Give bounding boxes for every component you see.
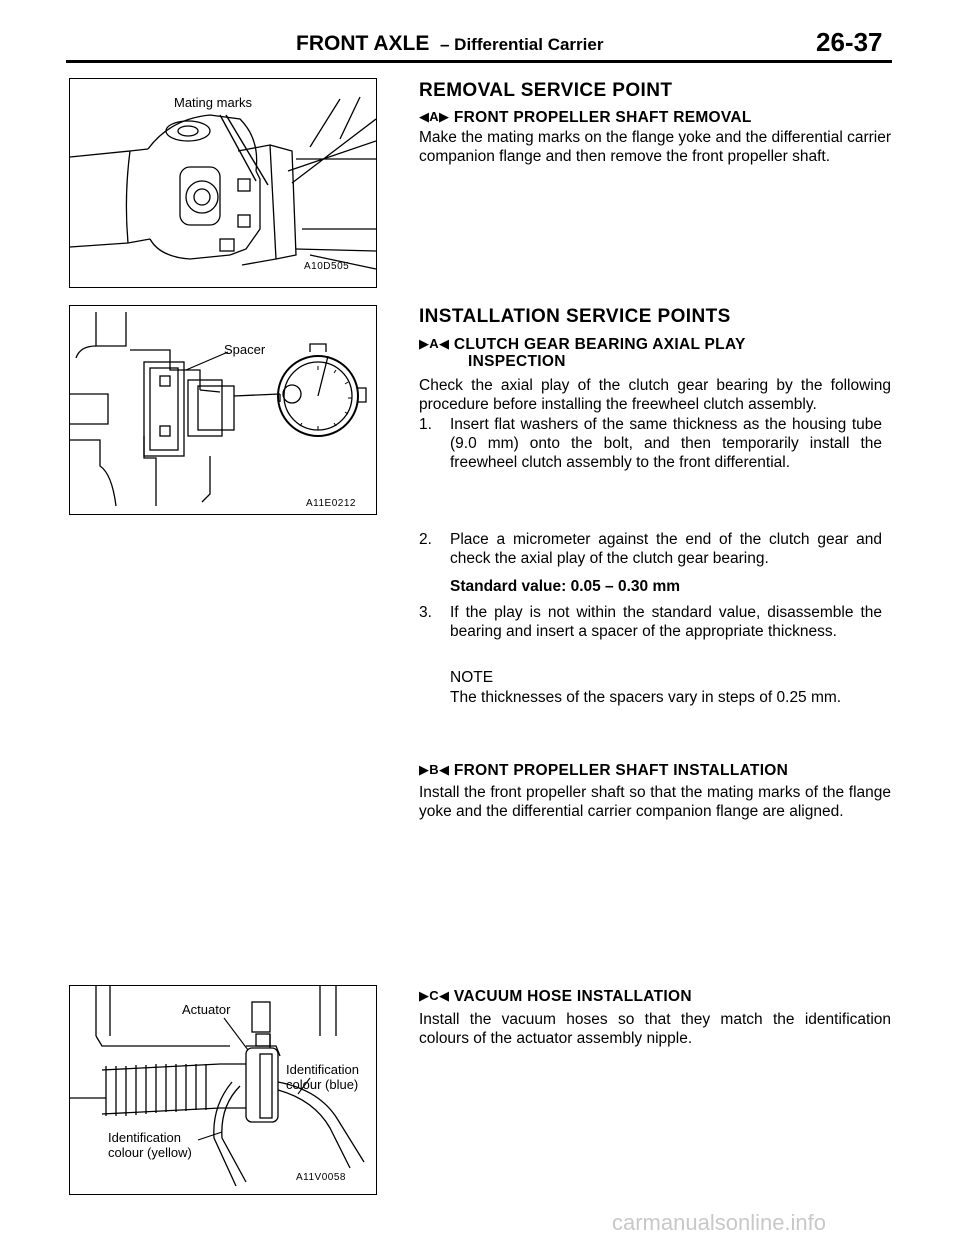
figure-mating-marks bbox=[69, 78, 377, 288]
label-actuator: Actuator bbox=[182, 1002, 231, 1017]
figure-spacer-dial-gauge bbox=[69, 305, 377, 515]
dial-gauge-illustration bbox=[70, 306, 376, 514]
paragraph-removal: Make the mating marks on the flange yoke and the differential carrier companion flange and then remove the front propeller shaft. bbox=[419, 129, 891, 165]
label-blue-line-2: colour (blue) bbox=[286, 1077, 359, 1092]
header-dash: – bbox=[439, 35, 450, 54]
subheading-text-line-2: INSPECTION bbox=[468, 353, 566, 370]
subheading-text: FRONT PROPELLER SHAFT REMOVAL bbox=[453, 109, 752, 126]
header-rule bbox=[66, 60, 892, 63]
note-text: The thicknesses of the spacers vary in steps of 0.25 mm. bbox=[450, 689, 842, 706]
figure-code: A10D505 bbox=[304, 261, 350, 272]
page-header-title bbox=[296, 32, 603, 56]
subheading-propeller-installation bbox=[419, 760, 788, 780]
standard-value: Standard value: 0.05 – 0.30 mm bbox=[450, 578, 681, 595]
label-mating-marks: Mating marks bbox=[174, 95, 253, 110]
step-2 bbox=[419, 530, 891, 568]
service-mark: ▶C◀ bbox=[419, 988, 450, 1003]
paragraph-propeller-installation: Install the front propeller shaft so that the mating marks of the flange yoke and the differential carrier companion flange are aligned. bbox=[419, 784, 891, 820]
label-blue-line-1: Identification bbox=[286, 1062, 359, 1077]
heading-removal-service-point: REMOVAL SERVICE POINT bbox=[419, 80, 673, 101]
service-mark: ◀A▶ bbox=[419, 109, 450, 124]
heading-installation-service-points: INSTALLATION SERVICE POINTS bbox=[419, 306, 731, 327]
subheading-text: FRONT PROPELLER SHAFT INSTALLATION bbox=[453, 762, 789, 779]
label-identification-yellow bbox=[108, 1130, 192, 1160]
step-text: Insert flat washers of the same thickness as the housing tube (9.0 mm) onto the bolt, and then temporarily install the freewheel clutch assembly to the front differential. bbox=[450, 416, 882, 471]
subheading-vacuum-hose-installation bbox=[419, 986, 692, 1006]
spacer-leader-line bbox=[186, 352, 228, 370]
step-1 bbox=[419, 415, 891, 472]
paragraph-vacuum-hose-installation: Install the vacuum hoses so that they match the identification colours of the actuator assembly nipple. bbox=[419, 1011, 891, 1047]
subheading-clutch-gear-bearing bbox=[419, 334, 746, 354]
watermark: carmanualsonline.info bbox=[612, 1210, 827, 1235]
header-section: FRONT AXLE bbox=[296, 32, 430, 55]
label-identification-blue bbox=[286, 1062, 359, 1092]
note-label: NOTE bbox=[450, 669, 494, 686]
subheading-propeller-removal bbox=[419, 107, 752, 127]
service-mark: ▶B◀ bbox=[419, 762, 450, 777]
step-number: 1. bbox=[419, 416, 432, 433]
label-spacer: Spacer bbox=[224, 342, 266, 357]
service-mark: ▶A◀ bbox=[419, 336, 450, 351]
step-number: 2. bbox=[419, 531, 432, 548]
label-yellow-line-2: colour (yellow) bbox=[108, 1145, 192, 1160]
propeller-shaft-illustration bbox=[70, 79, 376, 287]
figure-code: A11V0058 bbox=[296, 1172, 346, 1183]
step-text: Place a micrometer against the end of the clutch gear and check the axial play of the clutch gear bearing. bbox=[450, 531, 882, 567]
header-subsection: Differential Carrier bbox=[454, 35, 604, 54]
step-text: If the play is not within the standard value, disassemble the bearing and insert a spacer of the appropriate thickness. bbox=[450, 604, 882, 640]
subheading-text-line-1: CLUTCH GEAR BEARING AXIAL PLAY bbox=[453, 336, 746, 353]
step-3 bbox=[419, 603, 891, 641]
figure-vacuum-hoses bbox=[69, 985, 377, 1195]
subheading-text: VACUUM HOSE INSTALLATION bbox=[453, 988, 692, 1005]
figure-code: A11E0212 bbox=[306, 498, 356, 509]
label-yellow-line-1: Identification bbox=[108, 1130, 181, 1145]
page-number: 26-37 bbox=[816, 27, 883, 57]
paragraph-axial-play-intro: Check the axial play of the clutch gear bearing by the following procedure before installing the freewheel clutch assembly. bbox=[419, 377, 891, 413]
step-number: 3. bbox=[419, 604, 432, 621]
